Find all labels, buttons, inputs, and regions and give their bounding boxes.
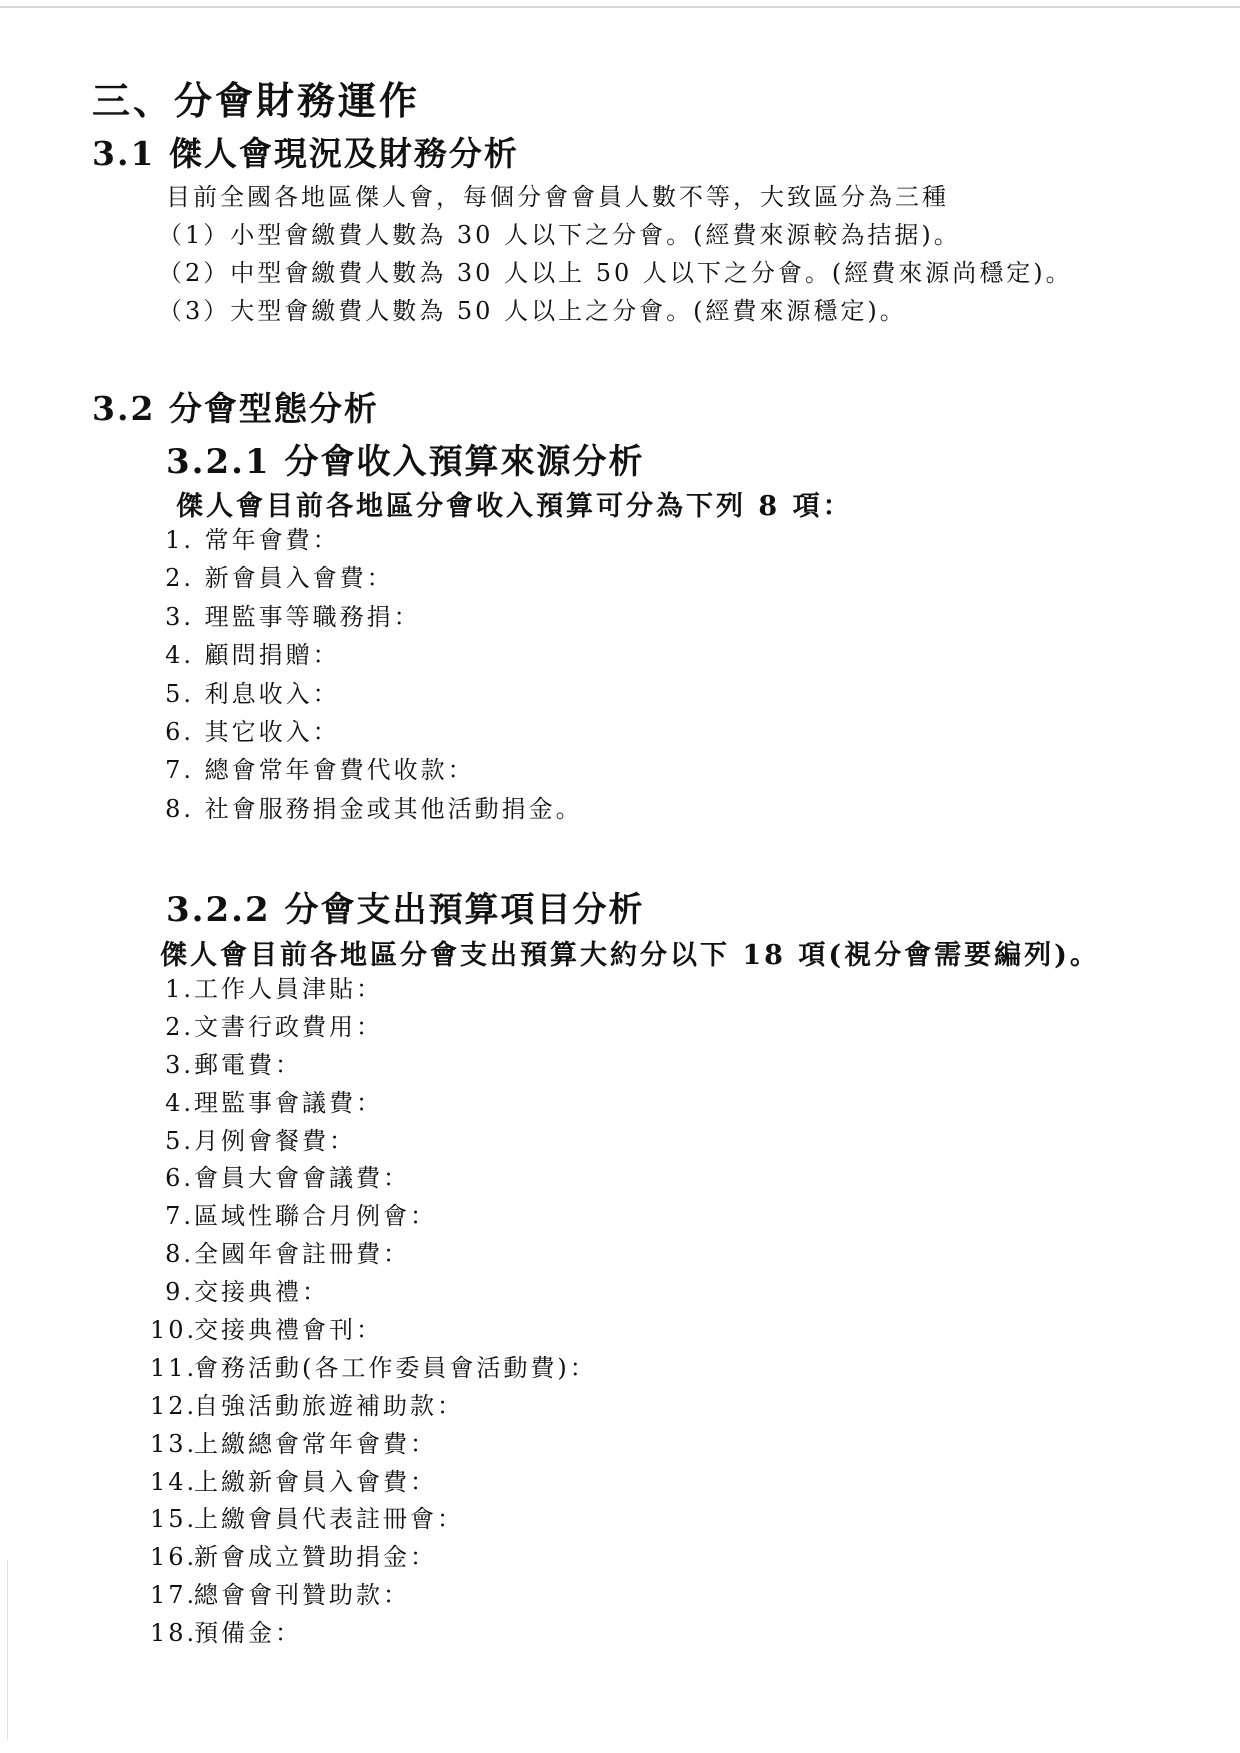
section-title: 三、分會財務運作	[92, 78, 421, 123]
list-item: 17.總會會刊贊助款：	[150, 1581, 410, 1610]
list-item: 8.全國年會註冊費：	[165, 1240, 410, 1269]
size-item: （1）小型會繳費人數為 30 人以下之分會。(經費來源較為拮据)。	[158, 221, 961, 249]
list-item: 3.郵電費：	[165, 1050, 302, 1079]
heading-3-1: 3.1 傑人會現況及財務分析	[92, 134, 519, 173]
heading-3-2-2: 3.2.2 分會支出預算項目分析	[166, 890, 645, 930]
expense-list	[150, 971, 597, 1653]
heading-3-2: 3.2 分會型態分析	[92, 389, 379, 428]
list-item: 7.區域性聯合月例會：	[165, 1202, 437, 1231]
expense-lead: 傑人會目前各地區分會支出預算大約分以下 18 項(視分會需要編列)。	[160, 940, 1100, 971]
list-item: 1. 常年會費：	[165, 526, 340, 554]
list-item: 5.月例會餐費：	[165, 1126, 356, 1155]
list-item: 16.新會成立贊助捐金：	[150, 1543, 437, 1572]
list-item: 6.會員大會會議費：	[165, 1164, 410, 1193]
income-lead: 傑人會目前各地區分會收入預算可分為下列 8 項：	[176, 491, 853, 522]
size-item: （2）中型會繳費人數為 30 人以上 50 人以下之分會。(經費來源尚穩定)。	[158, 259, 1073, 287]
scan-top-edge	[0, 6, 1240, 8]
list-item: 4.理監事會議費：	[165, 1088, 383, 1117]
list-item: 11.會務活動(各工作委員會活動費)：	[150, 1353, 597, 1382]
list-item: 10.交接典禮會刊：	[150, 1316, 383, 1345]
list-item: 2.文書行政費用：	[165, 1012, 383, 1041]
list-item: 2. 新會員入會費：	[165, 564, 394, 593]
list-item: 6. 其它收入：	[165, 717, 340, 746]
list-item: 8. 社會服務捐金或其他活動捐金。	[165, 794, 583, 823]
list-item: 4. 顧問捐贈：	[165, 641, 340, 670]
heading-3-2-1: 3.2.1 分會收入預算來源分析	[166, 442, 645, 482]
list-item: 3. 理監事等職務捐：	[165, 602, 421, 631]
list-item: 15.上繳會員代表註冊會：	[150, 1505, 464, 1534]
list-item: 5. 利息收入：	[165, 679, 340, 708]
list-item: 1.工作人員津貼：	[165, 975, 383, 1003]
income-list	[160, 521, 583, 828]
list-item: 14.上繳新會員入會費：	[150, 1467, 437, 1496]
list-item: 12.自強活動旅遊補助款：	[150, 1391, 464, 1420]
list-item: 18.預備金：	[150, 1619, 302, 1648]
list-item: 13.上繳總會常年會費：	[150, 1429, 437, 1458]
scan-left-edge	[7, 1560, 8, 1740]
size-item: （3）大型會繳費人數為 50 人以上之分會。(經費來源穩定)。	[158, 297, 907, 325]
intro-text: 目前全國各地區傑人會，每個分會會員人數不等，大致區分為三種	[166, 183, 949, 211]
list-item: 9.交接典禮：	[165, 1278, 329, 1307]
list-item: 7. 總會常年會費代收款：	[165, 756, 475, 785]
